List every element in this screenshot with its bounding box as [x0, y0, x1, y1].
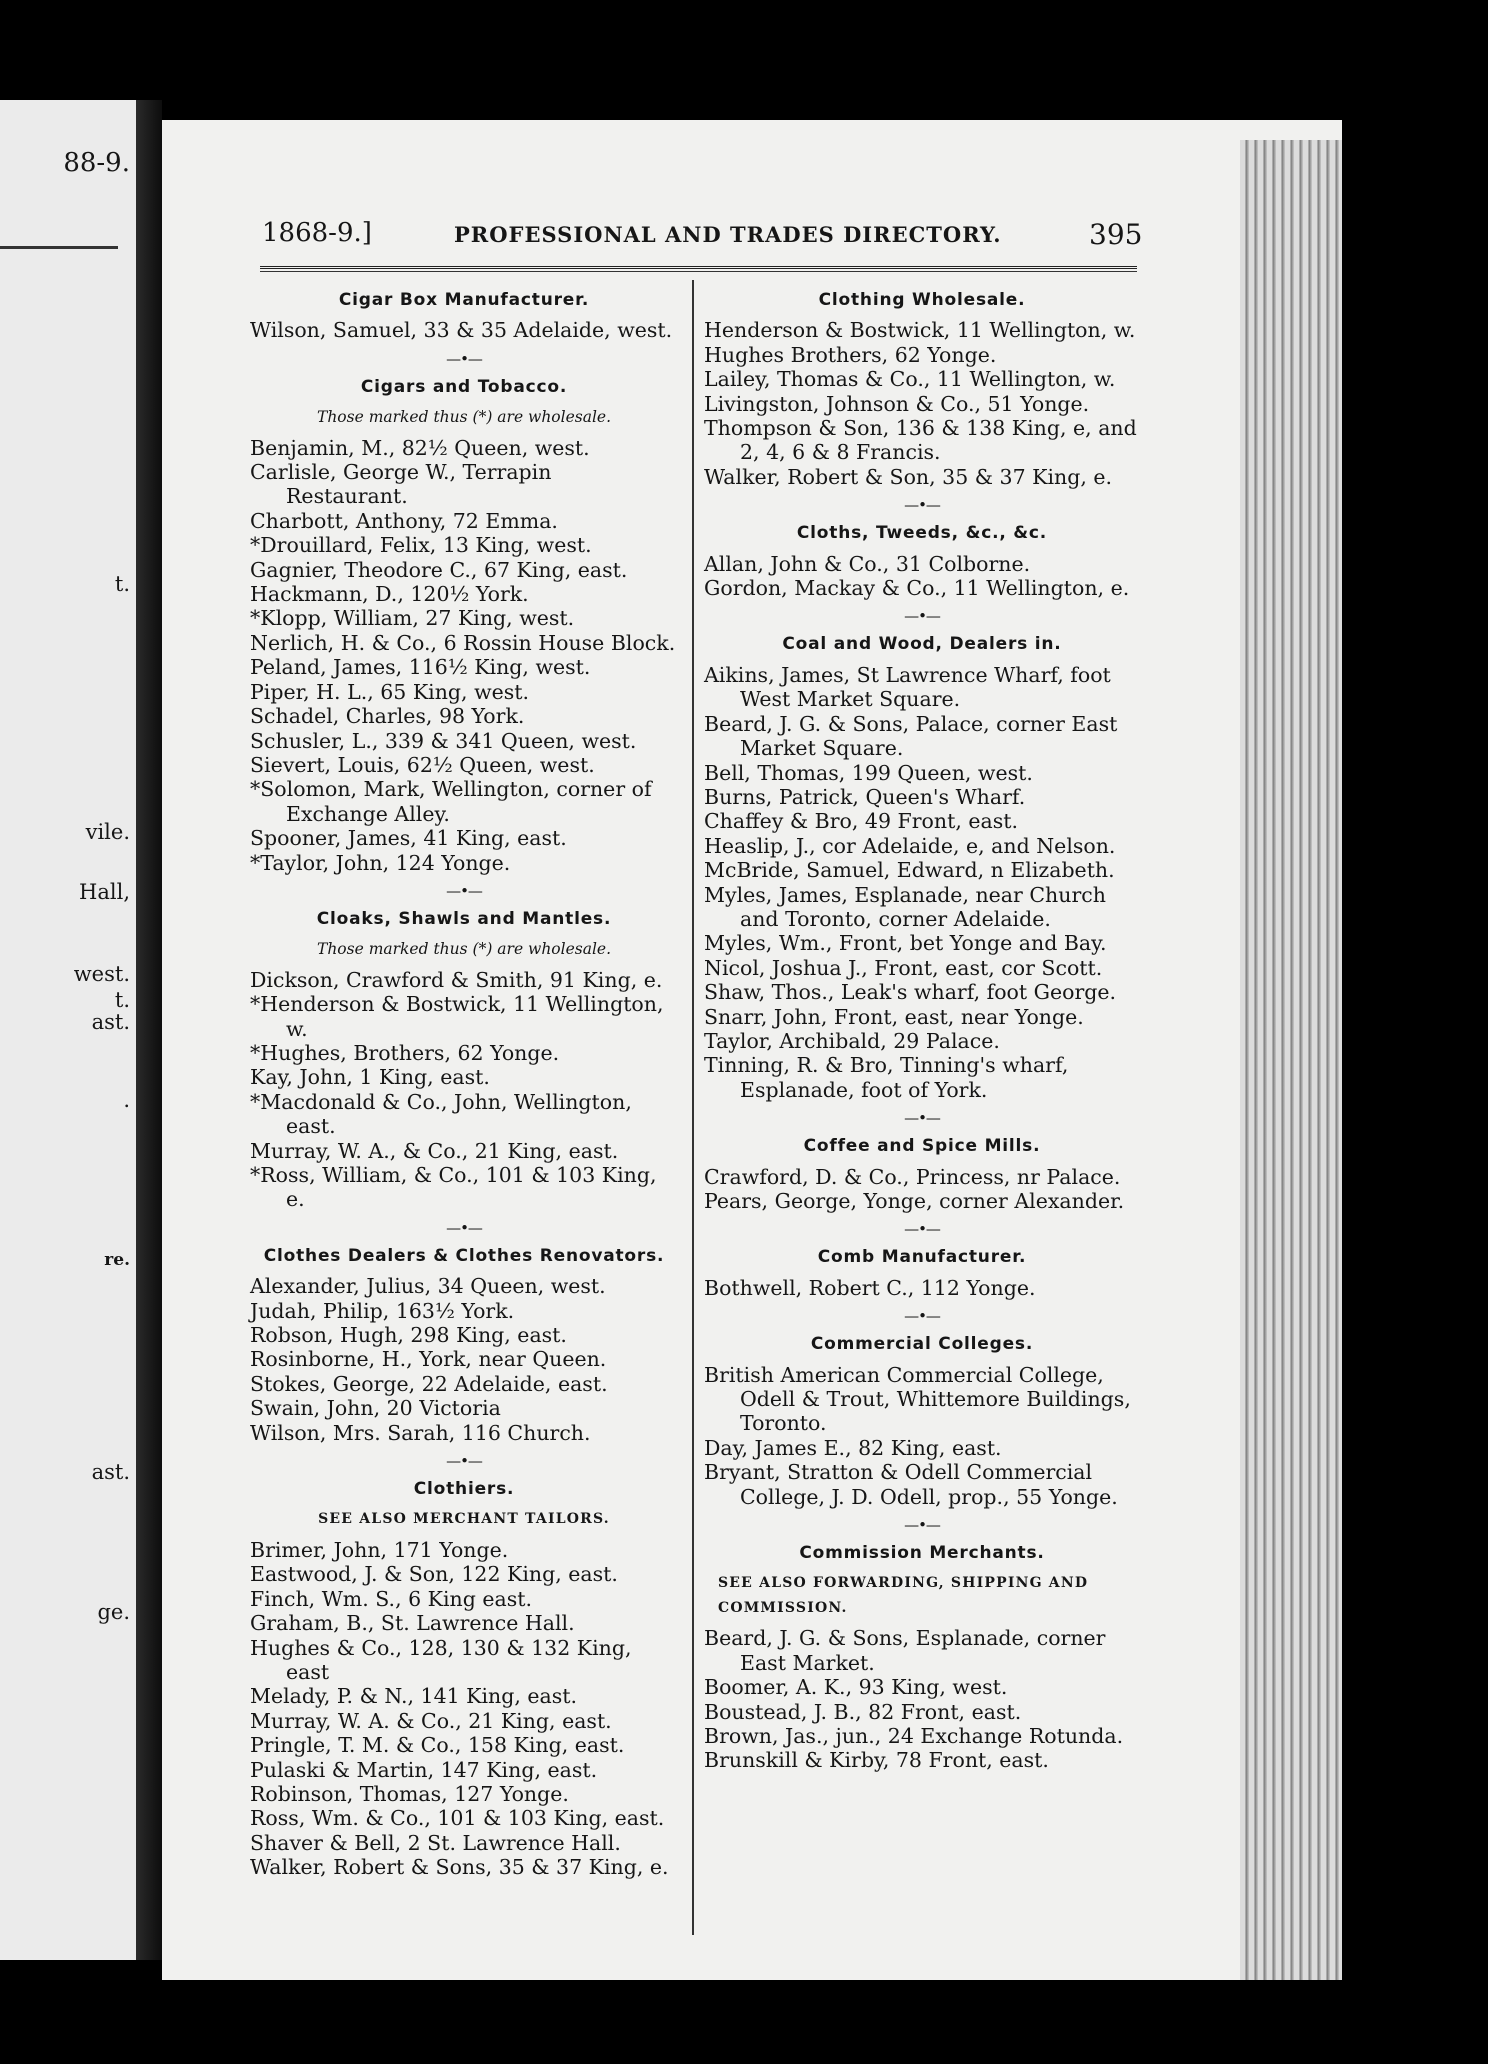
- left-page-rule: [0, 246, 118, 249]
- list-item: Spooner, James, 41 King, east.: [250, 826, 567, 851]
- list-item: Schusler, L., 339 & 341 Queen, west.: [250, 728, 637, 753]
- list-item: Pringle, T. M. & Co., 158 King, east.: [250, 1733, 625, 1758]
- section-divider: —•—: [446, 1452, 482, 1471]
- section-title: Coal and Wood, Dealers in.: [782, 634, 1062, 655]
- left-fragment: vile.: [85, 820, 130, 844]
- right-column: [692, 282, 1140, 1773]
- header-title: PROFESSIONAL AND TRADES DIRECTORY.: [454, 222, 1002, 247]
- list-item: *Klopp, William, 27 King, west.: [250, 606, 575, 631]
- section-coffee-spice: [704, 1134, 1140, 1213]
- list-item: Boomer, A. K., 93 King, west.: [704, 1675, 1008, 1700]
- section-cigar-box: [250, 288, 678, 343]
- section-note: Those marked thus (*) are wholesale.: [316, 408, 612, 427]
- left-fragment: west.: [73, 962, 130, 986]
- list-item: Thompson & Son, 136 & 138 King, e, and 2, 4, 6 & 8 Francis.: [704, 416, 1137, 465]
- list-item: *Macdonald & Co., John, Wellington, east.: [250, 1089, 632, 1139]
- list-item: Peland, James, 116½ King, west.: [250, 655, 591, 680]
- header-rule: [260, 266, 1137, 272]
- list-item: Myles, Wm., Front, bet Yonge and Bay.: [704, 931, 1107, 956]
- list-item: Nicol, Joshua J., Front, east, cor Scott.: [704, 955, 1103, 980]
- list-item: Schadel, Charles, 98 York.: [250, 704, 525, 729]
- header-year: 1868-9.]: [262, 218, 372, 248]
- list-item: Carlisle, George W., Terrapin Restaurant.: [250, 460, 552, 509]
- list-item: Crawford, D. & Co., Princess, nr Palace.: [704, 1164, 1121, 1189]
- list-item: Sievert, Louis, 62½ Queen, west.: [250, 752, 595, 777]
- section-divider: —•—: [904, 1220, 940, 1239]
- list-item: Judah, Philip, 163½ York.: [250, 1298, 515, 1323]
- left-fragment: t.: [114, 988, 130, 1012]
- list-item: British American Commercial College, Odell & Trout, Whittemore Buildings, Toronto.: [704, 1362, 1131, 1436]
- section-title: Clothes Dealers & Clothes Renovators.: [263, 1245, 665, 1266]
- book-gutter: [136, 100, 162, 1960]
- section-divider: —•—: [904, 1307, 940, 1326]
- list-item: Pulaski & Martin, 147 King, east.: [250, 1757, 598, 1782]
- list-item: Benjamin, M., 82½ Queen, west.: [250, 435, 590, 460]
- section-title: Cloths, Tweeds, &c., &c.: [796, 523, 1048, 544]
- page-header: [162, 218, 1162, 258]
- see-also-note: SEE ALSO FORWARDING, SHIPPING AND COMMISSION.: [718, 1575, 1089, 1616]
- list-item: Alexander, Julius, 34 Queen, west.: [250, 1274, 606, 1299]
- list-item: Dickson, Crawford & Smith, 91 King, e.: [250, 967, 663, 992]
- list-item: Murray, W. A., & Co., 21 King, east.: [250, 1138, 619, 1163]
- section-cigars-tobacco: [250, 375, 678, 875]
- list-item: Bryant, Stratton & Odell Commercial College, J. D. Odell, prop., 55 Yonge.: [704, 1460, 1118, 1509]
- section-divider: —•—: [904, 1516, 940, 1535]
- section-divider: —•—: [446, 349, 482, 368]
- list-item: Wilson, Samuel, 33 & 35 Adelaide, west.: [250, 318, 673, 343]
- list-item: Beard, J. G. & Sons, Esplanade, corner East Market.: [704, 1626, 1106, 1675]
- left-fragment: t.: [114, 572, 130, 596]
- see-also-note: SEE ALSO MERCHANT TAILORS.: [318, 1511, 610, 1528]
- list-item: Ross, Wm. & Co., 101 & 103 King, east.: [250, 1806, 665, 1831]
- list-item: Hughes Brothers, 62 Yonge.: [704, 342, 997, 367]
- section-cloaks-shawls: [250, 907, 678, 1212]
- list-item: Kay, John, 1 King, east.: [250, 1065, 490, 1090]
- list-item: Heaslip, J., cor Adelaide, e, and Nelson.: [704, 833, 1116, 858]
- left-fragment: Hall,: [79, 880, 130, 904]
- section-note: Those marked thus (*) are wholesale.: [316, 940, 612, 959]
- page-edge-stack: [1240, 140, 1342, 1980]
- list-item: Robinson, Thomas, 127 Yonge.: [250, 1781, 569, 1806]
- section-title: Cloaks, Shawls and Mantles.: [316, 908, 612, 929]
- list-item: Walker, Robert & Son, 35 & 37 King, e.: [704, 464, 1113, 489]
- section-divider: —•—: [904, 1109, 940, 1128]
- section-title: Cigar Box Manufacturer.: [338, 290, 590, 310]
- list-item: McBride, Samuel, Edward, n Elizabeth.: [704, 858, 1115, 883]
- list-item: Robson, Hugh, 298 King, east.: [250, 1323, 567, 1348]
- section-title: Commercial Colleges.: [810, 1334, 1034, 1355]
- section-divider: —•—: [446, 1218, 482, 1237]
- left-fragment: 88-9.: [63, 148, 130, 178]
- section-commission-merchants: [704, 1541, 1140, 1773]
- list-item: Livingston, Johnson & Co., 51 Yonge.: [704, 391, 1090, 416]
- list-item: *Ross, William, & Co., 101 & 103 King, e.: [250, 1163, 657, 1212]
- left-column: [250, 282, 678, 1880]
- list-item: *Taylor, John, 124 Yonge.: [250, 850, 511, 875]
- list-item: *Drouillard, Felix, 13 King, west.: [250, 533, 592, 558]
- list-item: Bell, Thomas, 199 Queen, west.: [704, 760, 1033, 785]
- left-fragment: ast.: [91, 1010, 130, 1034]
- section-commercial-colleges: [704, 1332, 1140, 1509]
- list-item: *Henderson & Bostwick, 11 Wellington, w.: [250, 992, 664, 1041]
- section-divider: —•—: [904, 607, 940, 626]
- left-fragment: re.: [104, 1250, 130, 1270]
- section-title: Comb Manufacturer.: [817, 1247, 1027, 1268]
- section-comb-manufacturer: [704, 1245, 1140, 1300]
- section-cloths-tweeds: [704, 521, 1140, 600]
- section-title: Coffee and Spice Mills.: [803, 1136, 1041, 1157]
- list-item: Chaffey & Bro, 49 Front, east.: [704, 809, 1018, 834]
- list-item: Wilson, Mrs. Sarah, 116 Church.: [250, 1420, 591, 1445]
- list-item: Nerlich, H. & Co., 6 Rossin House Block.: [250, 630, 676, 655]
- list-item: Bothwell, Robert C., 112 Yonge.: [704, 1275, 1036, 1300]
- list-item: Piper, H. L., 65 King, west.: [250, 679, 530, 704]
- list-item: Lailey, Thomas & Co., 11 Wellington, w.: [704, 367, 1116, 392]
- list-item: Beard, J. G. & Sons, Palace, corner East Market Square.: [704, 711, 1118, 761]
- left-fragment: ge.: [97, 1600, 130, 1624]
- section-title: Clothing Wholesale.: [818, 290, 1026, 310]
- list-item: Brown, Jas., jun., 24 Exchange Rotunda.: [704, 1723, 1124, 1748]
- list-item: Hughes & Co., 128, 130 & 132 King, east: [250, 1635, 632, 1684]
- list-item: Burns, Patrick, Queen's Wharf.: [704, 784, 1026, 809]
- section-title: Cigars and Tobacco.: [360, 376, 568, 397]
- left-fragment: ast.: [91, 1460, 130, 1484]
- list-item: Eastwood, J. & Son, 122 King, east.: [250, 1562, 618, 1587]
- list-item: Snarr, John, Front, east, near Yonge.: [704, 1004, 1084, 1029]
- list-item: Taylor, Archibald, 29 Palace.: [704, 1028, 1000, 1053]
- list-item: Swain, John, 20 Victoria: [250, 1396, 501, 1421]
- directory-page: [162, 120, 1342, 1980]
- list-item: Melady, P. & N., 141 King, east.: [250, 1684, 578, 1709]
- section-clothes-dealers: [250, 1244, 678, 1445]
- list-item: Boustead, J. B., 82 Front, east.: [704, 1699, 1022, 1724]
- page-number: 395: [1089, 218, 1143, 251]
- list-item: Rosinborne, H., York, near Queen.: [250, 1347, 607, 1372]
- list-item: Shaw, Thos., Leak's wharf, foot George.: [704, 980, 1117, 1005]
- left-fragment: .: [123, 1088, 130, 1112]
- section-clothing-wholesale: [704, 288, 1140, 489]
- list-item: Gagnier, Theodore C., 67 King, east.: [250, 557, 628, 582]
- list-item: Hackmann, D., 120½ York.: [250, 582, 529, 607]
- list-item: Allan, John & Co., 31 Colborne.: [704, 551, 1031, 576]
- section-coal-wood: [704, 632, 1140, 1102]
- list-item: Walker, Robert & Sons, 35 & 37 King, e.: [250, 1855, 669, 1880]
- section-title: Clothiers.: [413, 1479, 515, 1500]
- list-item: Brimer, John, 171 Yonge.: [250, 1537, 509, 1562]
- section-title: Commission Merchants.: [799, 1543, 1045, 1564]
- list-item: Pears, George, Yonge, corner Alexander.: [704, 1189, 1125, 1213]
- list-item: Brunskill & Kirby, 78 Front, east.: [704, 1748, 1049, 1773]
- list-item: Tinning, R. & Bro, Tinning's wharf, Esplanade, foot of York.: [704, 1053, 1069, 1102]
- left-page-fragment: [0, 100, 136, 1960]
- list-item: *Solomon, Mark, Wellington, corner of Exchange Alley.: [250, 777, 652, 826]
- list-item: Graham, B., St. Lawrence Hall.: [250, 1611, 575, 1636]
- list-item: Finch, Wm. S., 6 King east.: [250, 1586, 533, 1611]
- list-item: Stokes, George, 22 Adelaide, east.: [250, 1371, 608, 1396]
- list-item: Day, James E., 82 King, east.: [704, 1435, 1002, 1460]
- list-item: *Hughes, Brothers, 62 Yonge.: [250, 1040, 560, 1065]
- list-item: Myles, James, Esplanade, near Church and Toronto, corner Adelaide.: [704, 882, 1106, 931]
- section-divider: —•—: [446, 881, 482, 900]
- section-clothiers: [250, 1477, 678, 1880]
- list-item: Aikins, James, St Lawrence Wharf, foot West Market Square.: [704, 662, 1111, 712]
- list-item: Murray, W. A. & Co., 21 King, east.: [250, 1708, 612, 1733]
- section-divider: —•—: [904, 496, 940, 515]
- list-item: Shaver & Bell, 2 St. Lawrence Hall.: [250, 1830, 621, 1855]
- list-item: Gordon, Mackay & Co., 11 Wellington, e.: [704, 576, 1130, 601]
- list-item: Charbott, Anthony, 72 Emma.: [250, 508, 558, 533]
- list-item: Henderson & Bostwick, 11 Wellington, w.: [704, 318, 1136, 343]
